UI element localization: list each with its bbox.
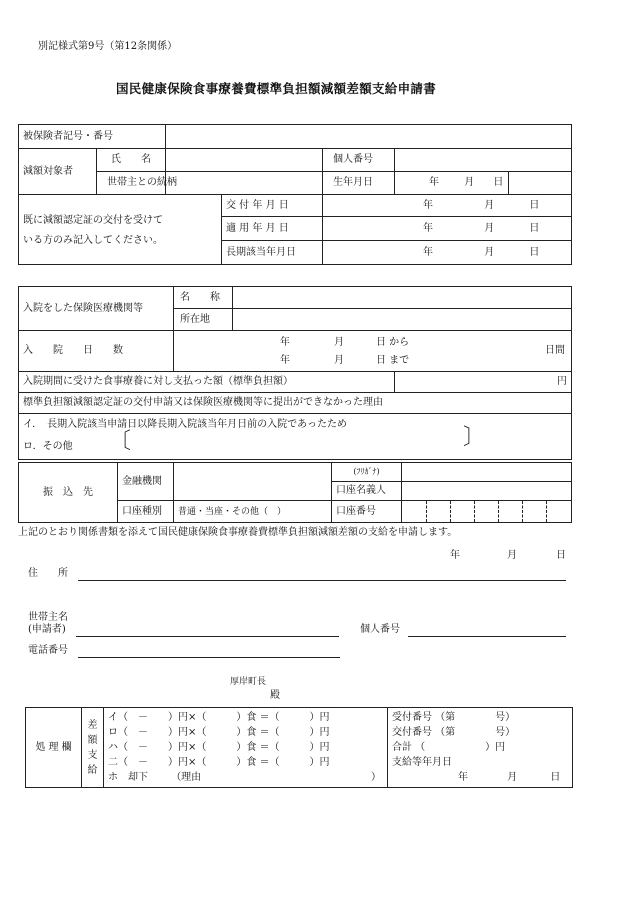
form-number: 別記様式第9号（第12条関係）	[38, 41, 178, 52]
insured-info-table	[18, 124, 572, 265]
personal-no-label: 個人番号	[323, 149, 395, 172]
relation-label: 世帯主との続柄	[97, 172, 166, 195]
issue-date-input[interactable]	[323, 195, 572, 217]
phone-label: 電話番号	[28, 645, 68, 656]
calculation-cell	[104, 708, 388, 788]
issue-number: 交付番号 （第 号）	[392, 727, 516, 738]
account-holder-label: 口座名義人	[332, 482, 402, 501]
certificate-note-line1: 既に減額認定証の交付を受けて	[23, 214, 163, 226]
target-label: 減額対象者	[19, 149, 97, 195]
payment-date-label: 支給等年月日	[392, 757, 452, 768]
dono-label: 殿	[270, 690, 280, 701]
phone-line[interactable]	[78, 657, 340, 658]
digit-divider	[450, 501, 451, 522]
reason-options-cell[interactable]	[19, 414, 572, 460]
vertical-char-1: 差	[87, 719, 98, 731]
from-month: 月	[334, 337, 344, 348]
reason-label: 標準負担額減額認定証の交付申請又は保険医療機関等に提出ができなかった理由	[19, 393, 572, 414]
furigana-input[interactable]	[402, 463, 572, 482]
long-term-date-input[interactable]	[323, 241, 572, 265]
declaration-year: 年	[450, 550, 460, 561]
account-number-input[interactable]	[402, 501, 572, 523]
birth-month: 月	[464, 177, 475, 188]
digit-divider	[474, 501, 475, 522]
apply-month: 月	[484, 222, 495, 234]
long-term-date-label: 長期該当年月日	[222, 241, 323, 265]
relation-input[interactable]	[166, 172, 323, 195]
address-label: 住 所	[28, 568, 68, 579]
account-holder-input[interactable]	[402, 482, 572, 501]
mayor-label: 厚岸町長	[230, 677, 267, 687]
birth-day: 日	[493, 177, 504, 188]
hospital-name-label: 名 称	[174, 287, 233, 309]
birth-label: 生年月日	[323, 172, 395, 195]
name-input[interactable]	[166, 149, 323, 172]
insured-symbol-input[interactable]	[166, 125, 572, 149]
householder-line[interactable]	[76, 636, 339, 637]
hospital-address-label: 所在地	[174, 309, 233, 331]
certificate-note-cell	[19, 195, 222, 265]
bank-input[interactable]	[174, 463, 332, 501]
hospital-name-input[interactable]	[233, 287, 572, 309]
vertical-char-2: 額	[87, 734, 98, 746]
apply-year: 年	[423, 222, 433, 234]
days-unit: 日間	[545, 345, 565, 356]
reject-label: ホ 却下	[108, 772, 148, 783]
calc-row-ni: 二（ － ）円×（ ）食 ＝（ ）円	[108, 757, 330, 768]
paid-yen: 円	[557, 376, 567, 387]
personal-no-input[interactable]	[395, 149, 572, 172]
processing-label: 処 理 欄	[26, 708, 82, 788]
furigana-label: (ﾌﾘｶﾞﾅ)	[332, 463, 402, 482]
reject-reason-label: （理由	[171, 772, 202, 783]
admission-period-input[interactable]	[174, 331, 572, 372]
long-year: 年	[423, 246, 433, 258]
account-type-options[interactable]: 普通・当座・その他（ ）	[174, 501, 332, 523]
issue-month: 月	[484, 199, 495, 211]
digit-divider	[546, 501, 547, 522]
paid-amount-label: 入院期間に受けた食事療養に対し支払った額（標準負担額）	[19, 372, 395, 393]
issue-date-label: 交 付 年 月 日	[222, 195, 323, 217]
apply-day: 日	[529, 222, 540, 234]
birth-extra-cell[interactable]	[509, 172, 572, 195]
vertical-char-4: 給	[87, 764, 98, 776]
hospital-address-input[interactable]	[233, 309, 572, 331]
applicant-label: (申請者)	[28, 624, 66, 635]
reason-option-ro: ロ．その他	[23, 440, 73, 452]
reason-bracket-close: 〕	[463, 424, 486, 450]
difference-payment-vertical	[82, 708, 104, 788]
declaration-personal-no-line[interactable]	[408, 636, 566, 637]
reject-reason-close: ）	[371, 772, 381, 783]
calc-row-ro: ロ（ － ）円×（ ）食 ＝（ ）円	[108, 727, 330, 738]
payment-day: 日	[550, 772, 561, 783]
declaration-statement: 上記のとおり関係書類を添えて国民健康保険食事療養費標準負担額減額差額の支給を申請します。	[18, 527, 458, 538]
reason-option-i: イ． 長期入院該当申請日以降長期入院該当年月日前の入院であったため	[23, 418, 347, 430]
birth-year: 年	[429, 177, 439, 188]
payment-month: 月	[507, 772, 518, 783]
paid-amount-input[interactable]	[395, 372, 572, 393]
from-year: 年	[280, 337, 290, 348]
digit-divider	[426, 501, 427, 522]
apply-date-input[interactable]	[323, 217, 572, 241]
to-month: 月	[334, 355, 344, 366]
vertical-char-3: 支	[87, 749, 98, 761]
apply-date-label: 適 用 年 月 日	[222, 217, 323, 241]
processing-table	[25, 707, 573, 788]
admission-days-label: 入 院 日 数	[19, 331, 174, 372]
long-month: 月	[484, 246, 495, 258]
name-label: 氏 名	[97, 149, 166, 172]
account-type-label: 口座種別	[118, 501, 174, 523]
certificate-note-line2: いる方のみ記入してください。	[23, 234, 163, 246]
total-amount: 合計 （ ）円	[392, 742, 506, 753]
to-year: 年	[280, 355, 290, 366]
hospital-info-table	[18, 286, 572, 460]
bank-label: 金融機関	[118, 463, 174, 501]
receipt-number: 受付番号 （第 号）	[392, 712, 516, 723]
account-number-label: 口座番号	[332, 501, 402, 523]
issue-year: 年	[423, 199, 433, 211]
digit-divider	[498, 501, 499, 522]
insured-symbol-label: 被保険者記号・番号	[19, 125, 166, 149]
digit-divider	[522, 501, 523, 522]
birth-date-input[interactable]	[395, 172, 509, 195]
declaration-month: 月	[507, 550, 517, 561]
issue-day: 日	[529, 199, 540, 211]
declaration-personal-no-label: 個人番号	[360, 624, 400, 635]
long-day: 日	[529, 246, 540, 258]
calc-row-i: イ（ － ）円×（ ）食 ＝（ ）円	[108, 712, 330, 723]
transfer-label: 振 込 先	[19, 463, 118, 523]
to-day: 日 まで	[376, 355, 410, 366]
transfer-table	[18, 462, 572, 523]
receipt-cell	[388, 708, 573, 788]
reason-bracket-open: 〔	[109, 428, 132, 454]
declaration-day: 日	[556, 550, 566, 561]
hospital-label: 入院をした保険医療機関等	[19, 287, 174, 331]
address-line[interactable]	[78, 580, 566, 581]
form-title: 国民健康保険食事療養費標準負担額減額差額支給申請書	[116, 81, 437, 96]
from-day: 日 から	[376, 337, 410, 348]
householder-label: 世帯主名	[28, 612, 68, 623]
calc-row-ha: ハ（ － ）円×（ ）食 ＝（ ）円	[108, 742, 330, 753]
payment-year: 年	[458, 772, 468, 783]
